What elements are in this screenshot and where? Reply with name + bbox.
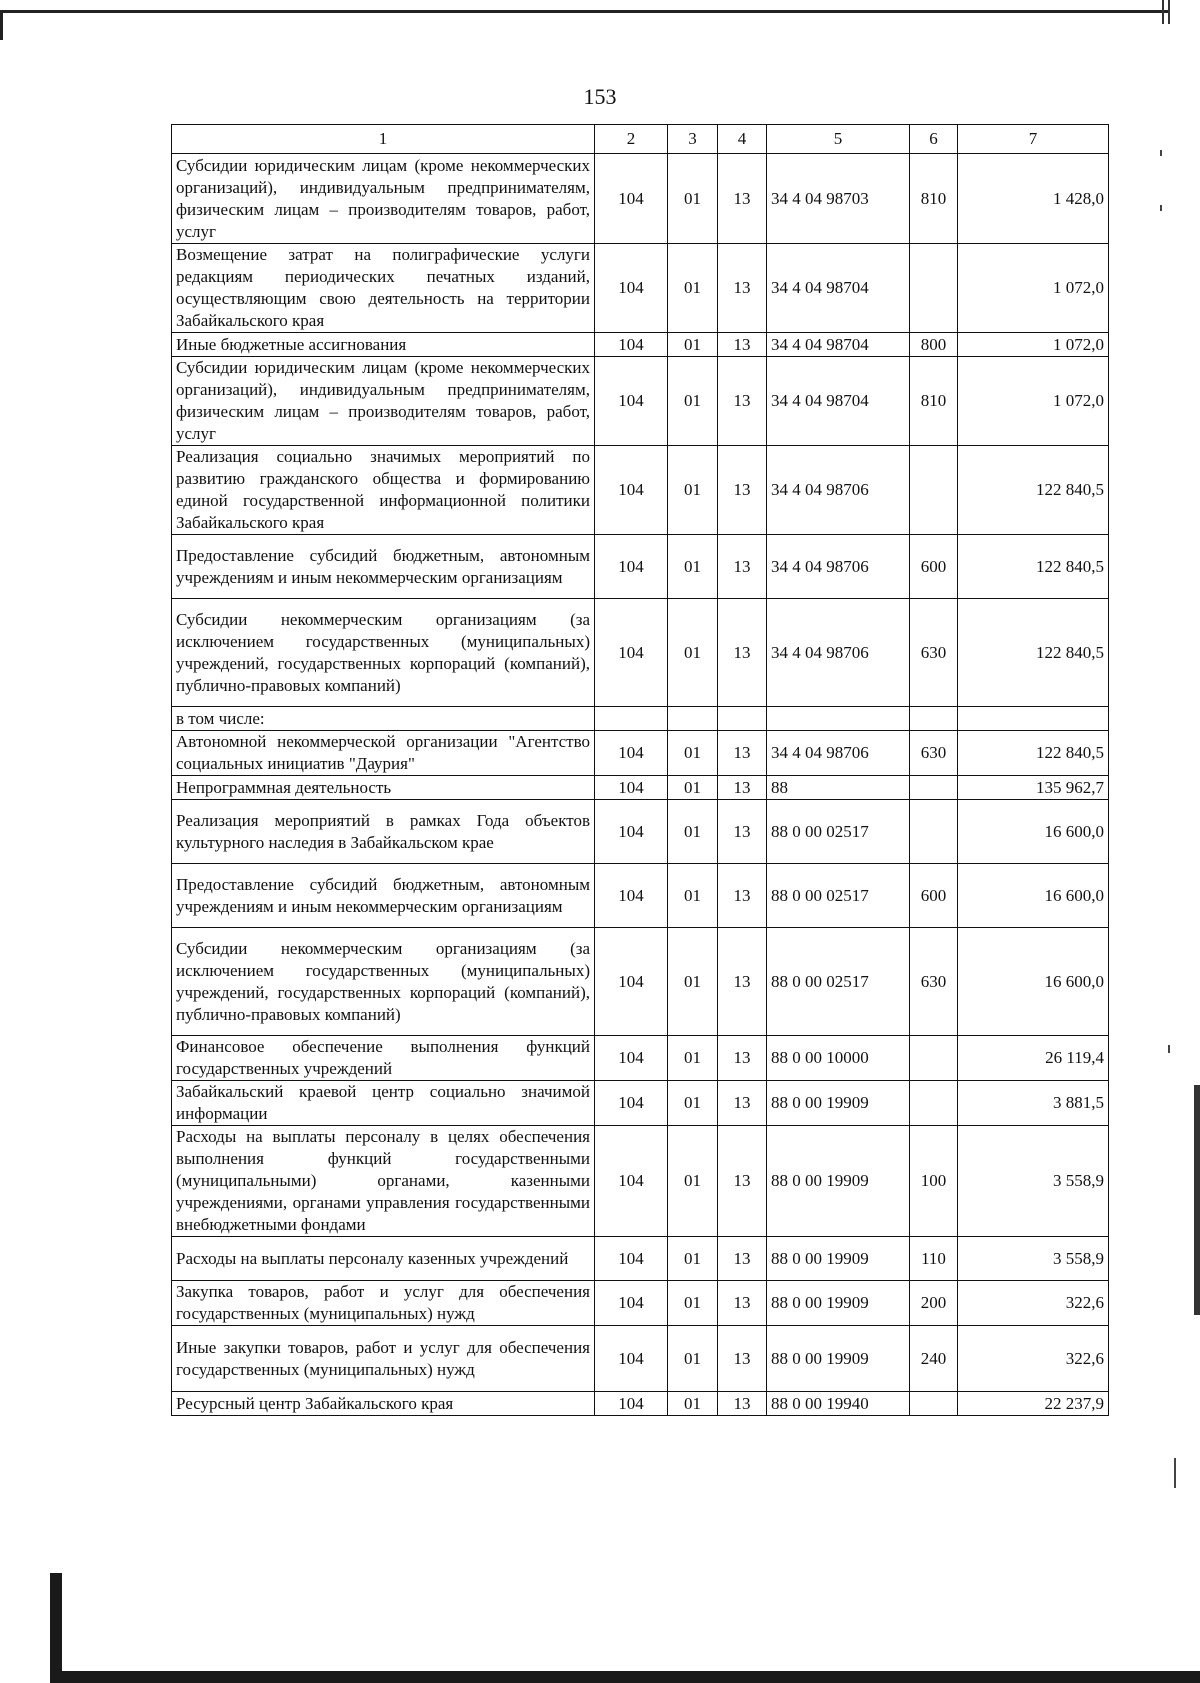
table-row (172, 1281, 1109, 1326)
row-target-article: 88 0 00 02517 (767, 800, 910, 864)
table-row (172, 446, 1109, 535)
table-row (172, 1392, 1109, 1416)
row-name: Ресурсный центр Забайкальского края (172, 1392, 595, 1416)
row-code: 104 (595, 1081, 668, 1126)
row-name: Предоставление субсидий бюджетным, автономным учреждениям и иным некоммерческим организациям (172, 864, 595, 928)
row-amount: 1 072,0 (958, 357, 1109, 446)
row-code: 104 (595, 1126, 668, 1237)
row-section: 01 (668, 446, 718, 535)
row-code: 104 (595, 599, 668, 707)
row-subsection: 13 (718, 776, 767, 800)
row-target-article: 34 4 04 98706 (767, 599, 910, 707)
row-section: 01 (668, 1392, 718, 1416)
table-row (172, 244, 1109, 333)
row-expense-type (910, 244, 958, 333)
row-amount: 16 600,0 (958, 928, 1109, 1036)
scan-border-right (1194, 1085, 1200, 1315)
row-section: 01 (668, 800, 718, 864)
row-section: 01 (668, 1126, 718, 1237)
column-header-6: 6 (910, 125, 958, 154)
row-amount (958, 707, 1109, 731)
row-name: Закупка товаров, работ и услуг для обеспечения государственных (муниципальных) нужд (172, 1281, 595, 1326)
row-expense-type (910, 446, 958, 535)
scan-mark (1168, 0, 1170, 24)
row-target-article (767, 707, 910, 731)
row-expense-type: 110 (910, 1237, 958, 1281)
row-subsection: 13 (718, 864, 767, 928)
row-amount: 1 072,0 (958, 333, 1109, 357)
row-code: 104 (595, 154, 668, 244)
row-expense-type (910, 800, 958, 864)
table-row (172, 707, 1109, 731)
row-target-article: 88 0 00 19909 (767, 1237, 910, 1281)
row-target-article: 88 0 00 19940 (767, 1392, 910, 1416)
column-header-1: 1 (172, 125, 595, 154)
row-expense-type: 630 (910, 928, 958, 1036)
row-subsection: 13 (718, 1126, 767, 1237)
row-expense-type: 100 (910, 1126, 958, 1237)
row-subsection: 13 (718, 1392, 767, 1416)
row-name: Иные закупки товаров, работ и услуг для обеспечения государственных (муниципальных) нужд (172, 1326, 595, 1392)
row-section: 01 (668, 776, 718, 800)
row-section: 01 (668, 154, 718, 244)
table-row (172, 1326, 1109, 1392)
row-code: 104 (595, 1281, 668, 1326)
table-row (172, 1081, 1109, 1126)
row-section: 01 (668, 244, 718, 333)
row-code: 104 (595, 333, 668, 357)
row-amount: 3 558,9 (958, 1237, 1109, 1281)
scan-border-bottom-left (50, 1573, 62, 1683)
table-body (172, 154, 1109, 1416)
row-subsection: 13 (718, 1237, 767, 1281)
row-code: 104 (595, 800, 668, 864)
row-code: 104 (595, 244, 668, 333)
row-target-article: 34 4 04 98706 (767, 446, 910, 535)
row-amount: 22 237,9 (958, 1392, 1109, 1416)
table-row (172, 928, 1109, 1036)
row-code: 104 (595, 446, 668, 535)
row-amount: 122 840,5 (958, 731, 1109, 776)
scan-speck (1160, 205, 1162, 211)
scan-mark (1162, 0, 1164, 24)
row-name: Реализация мероприятий в рамках Года объектов культурного наследия в Забайкальском крае (172, 800, 595, 864)
row-amount: 122 840,5 (958, 446, 1109, 535)
scan-speck (1168, 1045, 1170, 1053)
row-name: Субсидии юридическим лицам (кроме некоммерческих организаций), индивидуальным предпринимателям, физическим лицам – производителям товаров, работ, услуг (172, 357, 595, 446)
column-header-4: 4 (718, 125, 767, 154)
row-section: 01 (668, 1036, 718, 1081)
row-expense-type: 810 (910, 154, 958, 244)
row-section: 01 (668, 535, 718, 599)
row-code: 104 (595, 1392, 668, 1416)
row-expense-type: 600 (910, 535, 958, 599)
row-name: Субсидии некоммерческим организациям (за исключением государственных (муниципальных) учреждений, государственных корпораций (компаний), публично-правовых компаний) (172, 928, 595, 1036)
row-code: 104 (595, 1326, 668, 1392)
scan-border-top (0, 10, 1170, 13)
row-name: Реализация социально значимых мероприятий по развитию гражданского общества и формированию единой государственной информационной политики Забайкальского края (172, 446, 595, 535)
row-name: Субсидии юридическим лицам (кроме некоммерческих организаций), индивидуальным предпринимателям, физическим лицам – производителям товаров, работ, услуг (172, 154, 595, 244)
row-target-article: 34 4 04 98704 (767, 357, 910, 446)
row-code: 104 (595, 1237, 668, 1281)
column-header-5: 5 (767, 125, 910, 154)
table-row (172, 1237, 1109, 1281)
row-code: 104 (595, 864, 668, 928)
row-subsection: 13 (718, 446, 767, 535)
row-subsection: 13 (718, 154, 767, 244)
row-subsection: 13 (718, 535, 767, 599)
row-expense-type: 800 (910, 333, 958, 357)
row-code: 104 (595, 731, 668, 776)
row-section: 01 (668, 928, 718, 1036)
row-subsection: 13 (718, 599, 767, 707)
table-row (172, 535, 1109, 599)
row-section: 01 (668, 864, 718, 928)
row-expense-type (910, 707, 958, 731)
row-expense-type: 600 (910, 864, 958, 928)
row-target-article: 34 4 04 98706 (767, 535, 910, 599)
row-expense-type: 630 (910, 731, 958, 776)
table-header (172, 125, 1109, 154)
row-subsection: 13 (718, 800, 767, 864)
row-section: 01 (668, 333, 718, 357)
row-amount: 322,6 (958, 1281, 1109, 1326)
row-name: Автономной некоммерческой организации "Агентство социальных инициатив "Даурия" (172, 731, 595, 776)
budget-table (171, 124, 1109, 1416)
header-row (172, 125, 1109, 154)
row-target-article: 34 4 04 98704 (767, 333, 910, 357)
row-amount: 322,6 (958, 1326, 1109, 1392)
row-target-article: 88 0 00 19909 (767, 1081, 910, 1126)
row-name: Забайкальский краевой центр социально значимой информации (172, 1081, 595, 1126)
table-row (172, 154, 1109, 244)
row-amount: 3 558,9 (958, 1126, 1109, 1237)
row-expense-type: 240 (910, 1326, 958, 1392)
row-target-article: 34 4 04 98704 (767, 244, 910, 333)
row-target-article: 88 0 00 19909 (767, 1326, 910, 1392)
row-section: 01 (668, 731, 718, 776)
row-expense-type: 200 (910, 1281, 958, 1326)
row-subsection: 13 (718, 1326, 767, 1392)
table-row (172, 1036, 1109, 1081)
row-code: 104 (595, 357, 668, 446)
row-subsection: 13 (718, 1281, 767, 1326)
row-target-article: 88 (767, 776, 910, 800)
row-code: 104 (595, 1036, 668, 1081)
row-section: 01 (668, 357, 718, 446)
row-expense-type: 810 (910, 357, 958, 446)
row-amount: 3 881,5 (958, 1081, 1109, 1126)
row-amount: 122 840,5 (958, 535, 1109, 599)
row-subsection: 13 (718, 1036, 767, 1081)
row-name: в том числе: (172, 707, 595, 731)
row-section: 01 (668, 1237, 718, 1281)
row-section: 01 (668, 599, 718, 707)
row-amount: 122 840,5 (958, 599, 1109, 707)
row-section: 01 (668, 1081, 718, 1126)
table-row (172, 864, 1109, 928)
row-expense-type (910, 1081, 958, 1126)
row-subsection: 13 (718, 333, 767, 357)
row-subsection (718, 707, 767, 731)
row-section: 01 (668, 1326, 718, 1392)
row-name: Непрограммная деятельность (172, 776, 595, 800)
table-row (172, 1126, 1109, 1237)
row-subsection: 13 (718, 928, 767, 1036)
row-name: Возмещение затрат на полиграфические услуги редакциям периодических печатных изданий, осуществляющим свою деятельность на территории Забайкальского края (172, 244, 595, 333)
row-target-article: 88 0 00 02517 (767, 928, 910, 1036)
row-subsection: 13 (718, 1081, 767, 1126)
row-name: Финансовое обеспечение выполнения функций государственных учреждений (172, 1036, 595, 1081)
row-name: Субсидии некоммерческим организациям (за исключением государственных (муниципальных) учреждений, государственных корпораций (компаний), публично-правовых компаний) (172, 599, 595, 707)
table-row (172, 731, 1109, 776)
row-name: Расходы на выплаты персоналу казенных учреждений (172, 1237, 595, 1281)
row-amount: 16 600,0 (958, 800, 1109, 864)
row-target-article: 88 0 00 19909 (767, 1281, 910, 1326)
row-target-article: 88 0 00 10000 (767, 1036, 910, 1081)
row-subsection: 13 (718, 357, 767, 446)
row-code: 104 (595, 928, 668, 1036)
row-subsection: 13 (718, 244, 767, 333)
column-header-7: 7 (958, 125, 1109, 154)
row-code: 104 (595, 535, 668, 599)
table-row (172, 333, 1109, 357)
row-code: 104 (595, 776, 668, 800)
row-target-article: 88 0 00 02517 (767, 864, 910, 928)
row-target-article: 34 4 04 98706 (767, 731, 910, 776)
row-name: Предоставление субсидий бюджетным, автономным учреждениям и иным некоммерческим организациям (172, 535, 595, 599)
row-expense-type (910, 1392, 958, 1416)
table-row (172, 599, 1109, 707)
column-header-2: 2 (595, 125, 668, 154)
row-code (595, 707, 668, 731)
row-amount: 135 962,7 (958, 776, 1109, 800)
row-section (668, 707, 718, 731)
scan-speck (1174, 1458, 1176, 1488)
table-row (172, 776, 1109, 800)
table-row (172, 357, 1109, 446)
row-target-article: 88 0 00 19909 (767, 1126, 910, 1237)
row-name: Расходы на выплаты персоналу в целях обеспечения выполнения функций государственными (муниципальными) органами, казенными учреждениями, органами управления государственными внебюджетными фондами (172, 1126, 595, 1237)
scan-border-bottom (60, 1671, 1200, 1683)
row-name: Иные бюджетные ассигнования (172, 333, 595, 357)
row-amount: 1 428,0 (958, 154, 1109, 244)
table-row (172, 800, 1109, 864)
row-expense-type (910, 1036, 958, 1081)
row-amount: 26 119,4 (958, 1036, 1109, 1081)
column-header-3: 3 (668, 125, 718, 154)
row-expense-type (910, 776, 958, 800)
row-subsection: 13 (718, 731, 767, 776)
row-section: 01 (668, 1281, 718, 1326)
page-number: 153 (583, 84, 617, 109)
row-amount: 1 072,0 (958, 244, 1109, 333)
row-target-article: 34 4 04 98703 (767, 154, 910, 244)
row-amount: 16 600,0 (958, 864, 1109, 928)
scan-border-left-tick (0, 10, 3, 40)
row-expense-type: 630 (910, 599, 958, 707)
scan-speck (1160, 150, 1162, 156)
